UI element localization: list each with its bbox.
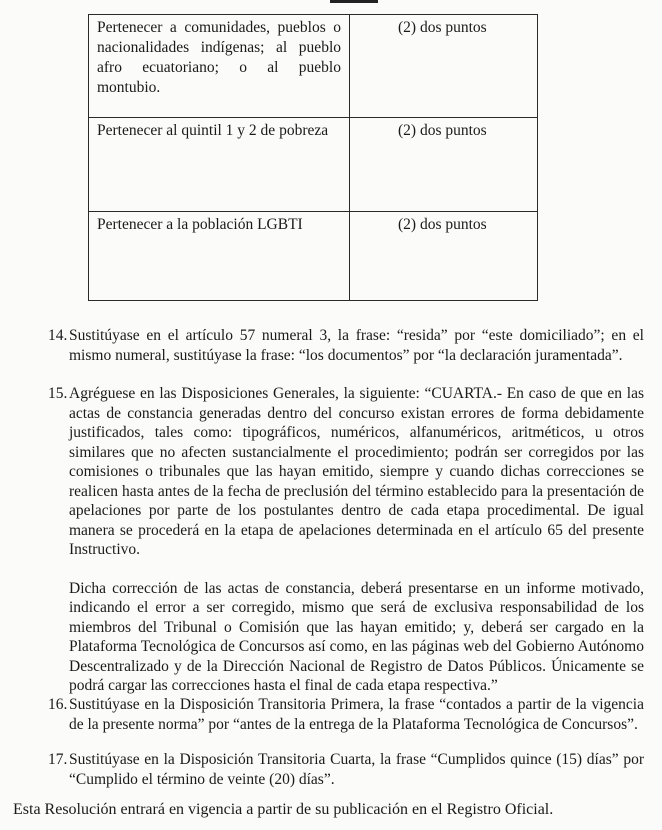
item-text: [69, 384, 644, 696]
item-number: 14.: [48, 327, 68, 344]
table-row: [89, 15, 538, 118]
points-cell: (2) dos puntos: [350, 212, 538, 301]
page-top-rule: [330, 0, 378, 3]
criterion-cell: Pertenecer a comunidades, pueblos o nacionalidades indígenas; al pueblo afro ecuatoriano; o al pueblo montubio.: [89, 15, 350, 118]
item-paragraph: Sustitúyase en la Disposición Transitoria Cuarta, la frase “Cumplidos quince (15) días” por “Cumplido el término de veinte (20) días”.: [69, 751, 644, 788]
list-item-17: [48, 750, 644, 789]
item-paragraph: Dicha corrección de las actas de constancia, deberá presentarse en un informe motivado, indicando el error a ser corregido, mismo que será de exclusiva responsabilidad de los miembros del Tribunal o Comisión que las hayan emitido; y, deberá ser cargado en la Plataforma Tecnológica de Concursos así como, en las páginas web del Gobierno Autónomo Descentralizado y de la Dirección Nacional de Registro de Datos Públicos. Únicamente se podrá cargar las correcciones hasta el final de cada etapa respectiva.”: [69, 579, 644, 694]
item-paragraph: Sustitúyase en la Disposición Transitoria Primera, la frase “contados a partir de la vigencia de la presente norma” por “antes de la entrega de la Plataforma Tecnológica de Concursos”.: [69, 696, 644, 733]
item-number: 17.: [48, 751, 68, 768]
points-cell: (2) dos puntos: [350, 15, 538, 118]
item-text: [69, 750, 644, 789]
scoring-table: [88, 14, 538, 301]
list-item-14: [48, 326, 644, 365]
list-item-16: [48, 695, 644, 734]
list-item-15: [48, 384, 644, 696]
item-text: [69, 326, 644, 365]
item-paragraph: Sustitúyase en el artículo 57 numeral 3, la frase: “resida” por “este domiciliado”; en el mismo numeral, sustitúyase la frase: “los documentos” por “la declaración juramentada”.: [69, 327, 644, 364]
criterion-cell: Pertenecer a la población LGBTI: [89, 212, 350, 301]
points-cell: (2) dos puntos: [350, 118, 538, 212]
criterion-cell: Pertenecer al quintil 1 y 2 de pobreza: [89, 118, 350, 212]
item-text: [69, 695, 644, 734]
table-row: [89, 212, 538, 301]
table-row: [89, 118, 538, 212]
closing-statement: Esta Resolución entrará en vigencia a partir de su publicación en el Registro Oficial.: [13, 801, 554, 818]
item-number: 16.: [48, 696, 68, 713]
item-number: 15.: [48, 385, 68, 402]
item-paragraph: Agréguese en las Disposiciones Generales, la siguiente: “CUARTA.- En caso de que en las actas de constancia generadas dentro del concurso existan errores de forma debidamente justificados, tales como: tipográficos, numéricos, alfanuméricos, aritméticos, u otros similares que no afecten sustancialmente el procedimiento; podrán ser corregidos por las comisiones o tribunales que las hayan emitido, siempre y cuando dichas correcciones se realicen hasta antes de la fecha de preclusión del término establecido para la presentación de apelaciones por parte de los postulantes dentro de cada etapa procedimental. De igual manera se procederá en la etapa de apelaciones determinada en el artículo 65 del presente Instructivo.: [69, 385, 644, 558]
